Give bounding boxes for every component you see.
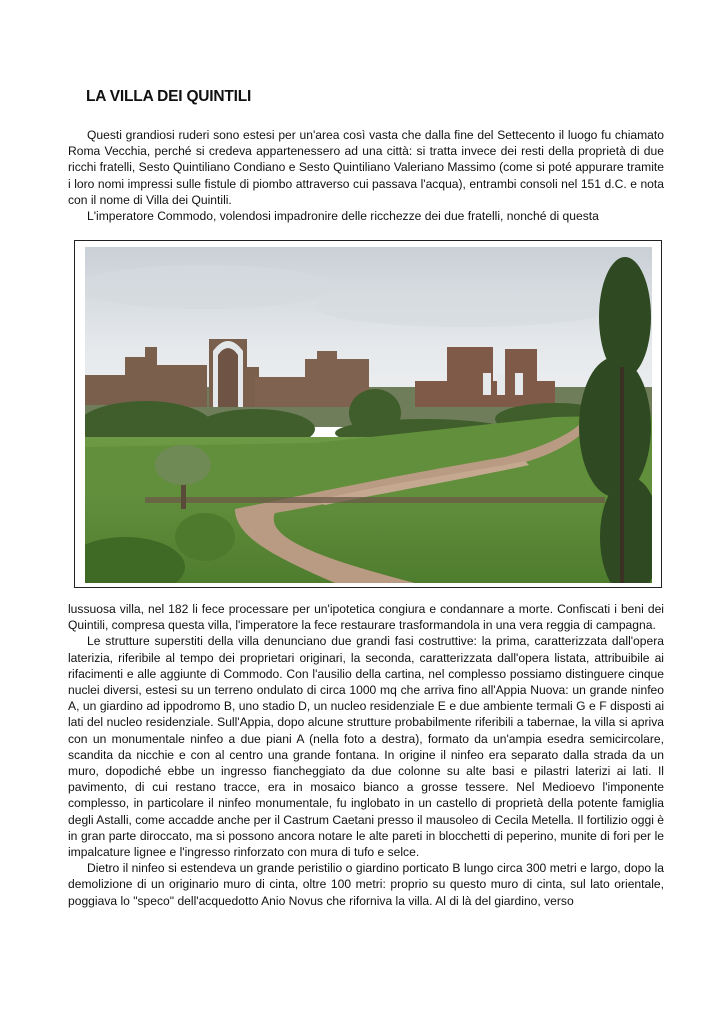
ruins-landscape-illustration (85, 247, 652, 583)
text-block-top (68, 127, 664, 224)
paragraph: Le strutture superstiti della villa denunciano due grandi fasi costruttive: la prima, caratterizzata dall'opera laterizia, riferibile al tempo dei proprietari originari, la seconda, caratterizzata dall'opera listata, attribuibile ai rifacimenti e alle aggiunte di Commodo. Con l'ausilio della cartina, nel complesso possiamo distinguere cinque nuclei diversi, estesi su un terreno ondulato di circa 1000 mq che arriva fino all'Appia Nuova: un grande ninfeo A, un giardino ad ippodromo B, uno stadio D, un nucleo residenziale E e due ambiente termali G e F disposti ai lati del nucleo residenziale. Sull'Appia, dopo alcune strutture probabilmente riferibili a tabernae, la villa si apriva con un monumentale ninfeo a due piani A (nella foto a destra), formato da un'ampia esedra semicircolare, scandita da nicchie e con al centro una grande fontana. In origine il ninfeo era separato dalla strada da un muro, dopodiché ebbe un ingresso fiancheggiato da due colonne su alte basi e pilastri laterizi ai lati. Il pavimento, di cui restano tracce, era in mosaico bianco a grosse tessere. Nel Medioevo l'imponente complesso, in particolare il ninfeo monumentale, fu inglobato in un castello di proprietà della potente famiglia degli Astalli, come accadde anche per il Castrum Caetani presso il mausoleo di Cecila Metella. Il fortilizio oggi è in gran parte diroccato, ma si possono ancora notare le alte pareti in blocchetti di peperino, munite di fori per le impalcature lignee e l'ingresso rinforzato con mura di tufo e selce. (68, 634, 664, 860)
photo-villa-quintili (74, 240, 662, 588)
paragraph: lussuosa villa, nel 182 li fece processare per un'ipotetica congiura e condannare a morte. Confiscati i beni dei Quintili, compresa questa villa, l'imperatore la fece restaurare trasformandola in una vera reggia di campagna. (68, 602, 664, 633)
paragraph: Dietro il ninfeo si estendeva un grande peristilio o giardino porticato B lungo circa 300 metri e largo, dopo la demolizione di un originario muro di cinta, oltre 100 metri: proprio su questo muro di cinta, sul lato orientale, poggiava lo "speco" dell'acquedotto Anio Novus che riforniva la villa. Al di là del giardino, verso (68, 861, 664, 908)
paragraph: Questi grandiosi ruderi sono estesi per un'area così vasta che dalla fine del Settecento il luogo fu chiamato Roma Vecchia, perché si credeva appartenessero ad una città: si tratta invece dei resti della proprietà di due ricchi fratelli, Sesto Quintiliano Condiano e Sesto Quintiliano Valeriano Massimo (come si poté appurare tramite i loro nomi impressi sulle fistule di piombo attraverso cui passava l'acqua), entrambi consoli nel 151 d.C. e nota con il nome di Villa dei Quintili. (68, 128, 664, 207)
text-block-bottom (68, 601, 664, 909)
page-title: LA VILLA DEI QUINTILI (86, 88, 252, 105)
photo-image (85, 247, 652, 583)
olive-tree (155, 445, 211, 485)
paragraph: L'imperatore Commodo, volendosi impadronire delle ricchezze dei due fratelli, nonché di questa (87, 209, 599, 224)
fence (145, 497, 605, 503)
